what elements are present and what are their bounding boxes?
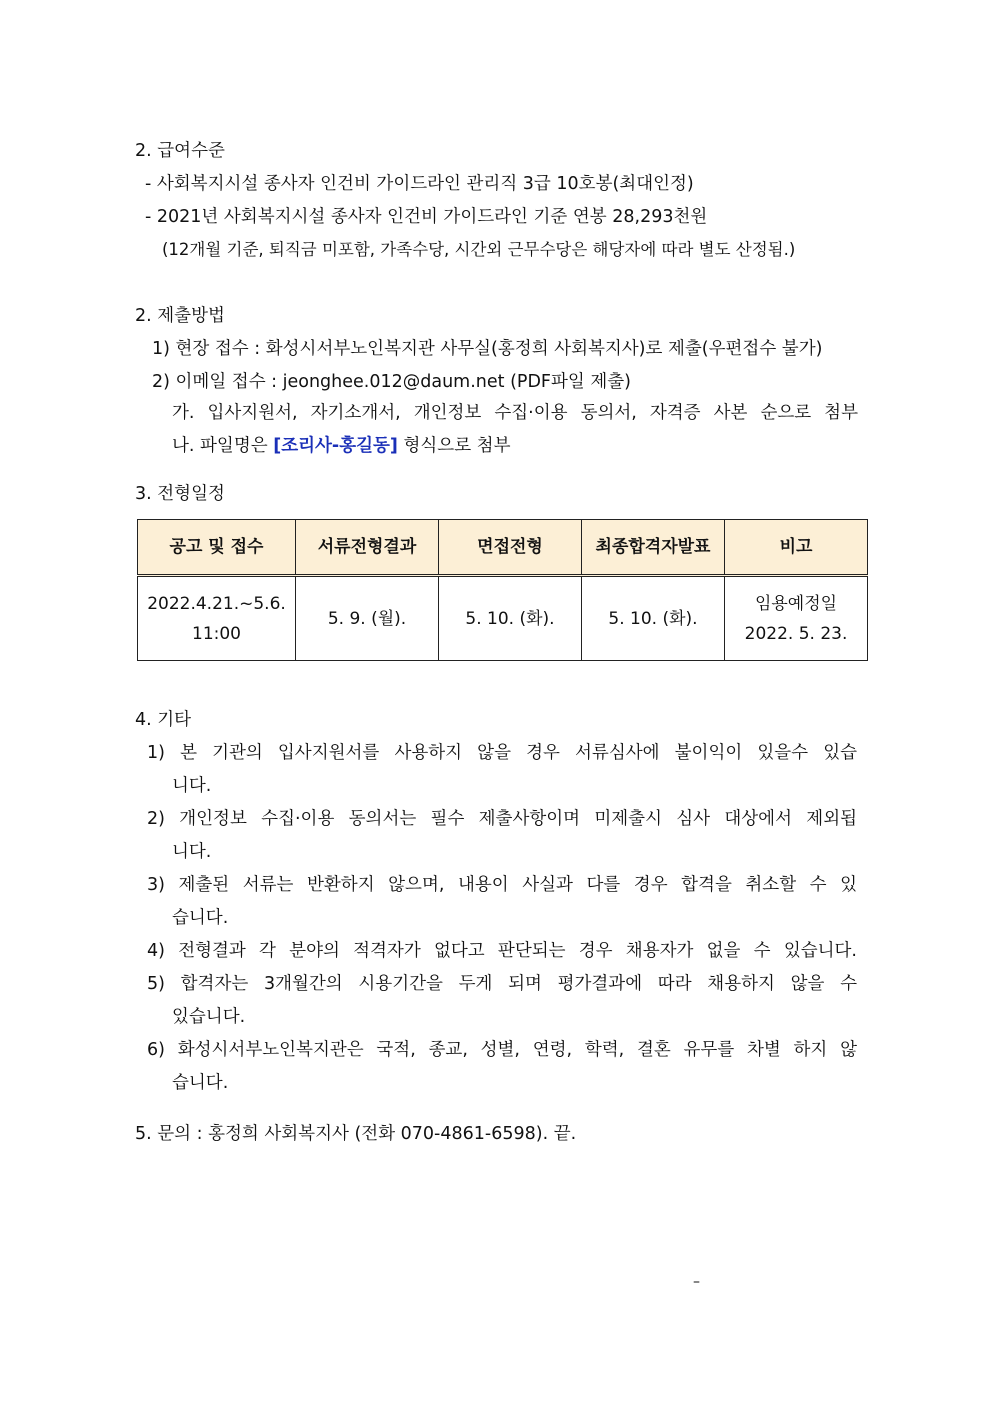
note-date: 2022. 5. 23. (744, 623, 848, 644)
submission-method-onsite: 1) 현장 접수 : 화성시서부노인복지관 사무실(홍정희 사회복지사)로 제출(우편접수 불가) (152, 339, 823, 359)
etc-item-1-line1: 1) 본 기관의 입사지원서를 사용하지 않을 경우 서류심사에 불이익이 있을수 있습 (147, 743, 857, 763)
cell-note (725, 576, 868, 661)
header-interview: 면접전형 (439, 520, 582, 576)
schedule-row (138, 576, 868, 661)
etc-item-4-line1: 4) 전형결과 각 분야의 적격자가 없다고 판단되는 경우 채용자가 없을 수 있습니다. (147, 941, 858, 961)
header-docs-result: 서류전형결과 (296, 520, 439, 576)
schedule-table (137, 519, 868, 661)
header-note: 비고 (725, 520, 868, 576)
salary-item-1: - 사회복지시설 종사자 인건비 가이드라인 관리직 3급 10호봉(최대인정) (145, 174, 694, 194)
submission-heading: 2. 제출방법 (135, 306, 225, 326)
filename-prefix: 나. 파일명은 (172, 436, 274, 456)
etc-item-5-line2: 있습니다. (172, 1007, 246, 1027)
etc-item-1-line2: 니다. (172, 776, 212, 796)
submission-attach-order: 가. 입사지원서, 자기소개서, 개인정보 수집·이용 동의서, 자격증 사본 순으로 첨부 (172, 403, 858, 423)
salary-heading: 2. 급여수준 (135, 141, 225, 161)
contact-line: 5. 문의 : 홍정희 사회복지사 (전화 070-4861-6598). 끝. (135, 1124, 577, 1144)
etc-item-2-line2: 니다. (172, 842, 212, 862)
cell-final: 5. 10. (화). (582, 576, 725, 661)
salary-item-2: - 2021년 사회복지시설 종사자 인건비 가이드라인 기준 연봉 28,293천원 (145, 207, 708, 227)
etc-item-6-line2: 습니다. (172, 1073, 229, 1093)
note-label: 임용예정일 (754, 593, 838, 614)
filename-example: [조리사-홍길동] (273, 436, 398, 456)
footer-mark: – (693, 1274, 700, 1290)
salary-note: (12개월 기준, 퇴직금 미포함, 가족수당, 시간외 근무수당은 해당자에 따라 별도 산정됨.) (162, 240, 796, 259)
filename-suffix: 형식으로 첨부 (397, 436, 511, 456)
etc-item-3-line1: 3) 제출된 서류는 반환하지 않으며, 내용이 사실과 다를 경우 합격을 취소할 수 있 (147, 875, 857, 895)
header-announce: 공고 및 접수 (138, 520, 296, 576)
cell-interview: 5. 10. (화). (439, 576, 582, 661)
schedule-header-row (138, 520, 868, 576)
cell-docs-result: 5. 9. (월). (296, 576, 439, 661)
submission-method-email: 2) 이메일 접수 : jeonghee.012@daum.net (PDF파일 제출) (152, 372, 632, 392)
announce-time: 11:00 (192, 623, 241, 644)
etc-item-5-line1: 5) 합격자는 3개월간의 시용기간을 두게 되며 평가결과에 따라 채용하지 않을 수 (147, 974, 857, 994)
header-final: 최종합격자발표 (582, 520, 725, 576)
schedule-heading: 3. 전형일정 (135, 484, 225, 504)
etc-heading: 4. 기타 (135, 710, 192, 730)
etc-item-3-line2: 습니다. (172, 908, 229, 928)
submission-filename-rule (172, 434, 510, 458)
etc-item-2-line1: 2) 개인정보 수집·이용 동의서는 필수 제출사항이며 미제출시 심사 대상에서 제외됩 (147, 809, 857, 829)
announce-dates: 2022.4.21.~5.6. (147, 593, 286, 614)
etc-item-6-line1: 6) 화성시서부노인복지관은 국적, 종교, 성별, 연령, 학력, 결혼 유무를 차별 하지 않 (147, 1040, 857, 1060)
cell-announce (138, 576, 296, 661)
